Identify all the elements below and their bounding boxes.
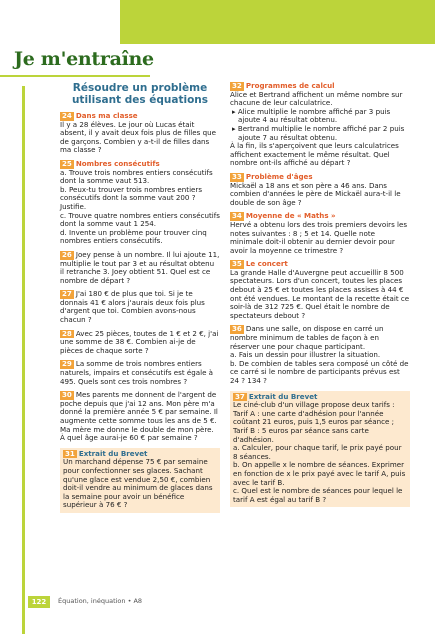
exercise-part-a: a. Calculer, pour chaque tarif, le prix payé pour 8 séances. [233, 443, 402, 461]
exercise-33 [230, 173, 410, 207]
exercise-heading: Extrait du Brevet [248, 391, 318, 401]
bullet-text: Bertrand multiplie le nombre affiché par 2 puis ajoute 7 au résultat obtenu. [237, 123, 405, 142]
exercise-text: La somme de trois nombres entiers naturels, impairs et consécutifs est égale à 495. Quels sont ces trois nombres ? [60, 359, 214, 386]
exercise-part-d: d. Invente un problème pour trouver cinq nombres entiers consécutifs. [60, 227, 207, 246]
exercise-part-a: a. Fais un dessin pour illustrer la situation. [230, 350, 381, 360]
top-band [0, 0, 435, 46]
exercise-number: 33 [232, 171, 242, 181]
exercise-number: 37 [235, 391, 245, 401]
exercise-text: Hervé a obtenu lors des trois premiers devoirs les notes suivantes : 8 ; 5 et 14. Quelle note minimale doit-il obtenir au dernier devoir pour avoir la moyenne ce trimestre ? [230, 219, 408, 255]
exercise-heading: Moyenne de « Maths » [245, 211, 336, 221]
exercise-heading: Le concert [245, 259, 288, 269]
margin-accent-bar [22, 86, 25, 634]
exercise-36 [230, 325, 410, 385]
footer-text: Équation, inéquation • A8 [58, 597, 143, 605]
exercise-24 [60, 112, 220, 155]
exercise-26 [60, 251, 220, 285]
section-title: Résoudre un problème utilisant des équations [71, 82, 209, 106]
exercise-heading: Programmes de calcul [245, 81, 335, 90]
left-margin [0, 46, 24, 619]
exercise-30 [60, 391, 220, 443]
exercise-32 [230, 82, 410, 168]
page-footer [0, 596, 435, 619]
top-accent-band [120, 0, 435, 44]
exercise-28 [60, 330, 220, 356]
exercise-34 [230, 212, 410, 255]
exercise-number: 30 [62, 390, 72, 400]
exercise-heading: Extrait du Brevet [78, 448, 148, 458]
exercise-outro: À la fin, ils s'aperçoivent que leurs calculatrices affichent exactement le même résultat. Quel nombre ont-ils affiché au départ ? [230, 141, 399, 168]
title-underline [0, 75, 150, 77]
exercise-number: 28 [62, 328, 72, 338]
exercise-number: 31 [65, 448, 75, 458]
exercise-heading: Dans ma classe [75, 111, 138, 120]
exercise-text: La grande Halle d'Auvergne peut accueillir 8 500 spectateurs. Lors d'un concert, toutes les places debout à 25 € et toutes les places assises à 44 € ont été vendues. Le montant de la recette était ce soir-là de 312 725 €. Quel était le nombre de spectateurs debout ? [230, 267, 410, 320]
exercise-number: 25 [62, 158, 72, 168]
exercise-text: J'ai 180 € de plus que toi. Si je te donnais 41 € alors j'aurais deux fois plus d'argent que toi. Combien avons-nous chacun ? [60, 289, 205, 325]
exercise-part-b: b. On appelle x le nombre de séances. Exprimer en fonction de x le prix payé avec le tarif A, puis avec le tarif B. [233, 460, 406, 487]
exercise-text: Un marchand dépense 75 € par semaine pour confectionner ses glaces. Sachant qu'une glace est vendue 2,50 €, combien doit-il vendre au minimum de glaces dans la semaine pour avoir un bénéfice supérieur à 76 € ? [63, 457, 213, 510]
exercise-part-c: c. Quel est le nombre de séances pour lequel le tarif A est égal au tarif B ? [233, 486, 403, 504]
exercise-37 [230, 391, 410, 508]
exercise-number: 27 [62, 289, 72, 299]
exercise-number: 29 [62, 359, 72, 369]
exercise-intro: Le ciné-club d'un village propose deux tarifs : Tarif A : une carte d'adhésion pour l'année coûtant 21 euros, puis 1,5 euros par séance ; Tarif B : 5 euros par séance sans carte d'adhésion. [233, 400, 395, 444]
exercise-bullet: ▸ Alice multiplie le nombre affiché par 3 puis ajoute 4 au résultat obtenu. [232, 106, 391, 125]
page-number: 122 [28, 596, 50, 608]
bullet-text: Alice multiplie le nombre affiché par 3 puis ajoute 4 au résultat obtenu. [237, 106, 391, 125]
exercise-29 [60, 360, 220, 386]
exercise-27 [60, 290, 220, 324]
exercise-text: Avec 25 pièces, toutes de 1 € et 2 €, j'ai une somme de 38 €. Combien ai-je de pièces de chaque sorte ? [60, 328, 219, 355]
exercise-part-a: a. Trouve trois nombres entiers consécutifs dont la somme vaut 513. [60, 167, 213, 186]
exercise-number: 24 [62, 111, 72, 120]
exercise-text: Joey pense à un nombre. Il lui ajoute 11, multiplie le tout par 3 et au résultat obtenu il retranche 3. Joey obtient 51. Quel est ce nombre de départ ? [60, 249, 220, 285]
exercise-heading: Nombres consécutifs [75, 158, 160, 168]
exercise-intro: Alice et Bertrand affichent un même nombre sur chacune de leur calculatrice. [230, 89, 403, 108]
exercise-part-b: b. De combien de tables sera composé un côté de ce carré si le nombre de participants prévus est 24 ? 134 ? [230, 358, 409, 385]
exercise-31 [60, 448, 220, 513]
exercise-number: 36 [232, 324, 242, 334]
exercise-part-c: c. Trouve quatre nombres entiers consécutifs dont la somme vaut 1 254. [60, 210, 220, 229]
exercise-35 [230, 260, 410, 320]
page-title: Je m'entraîne [14, 48, 154, 70]
exercise-text: Il y a 28 élèves. Le jour où Lucas était absent, il y avait deux fois plus de filles que de garçons. Combien y a-t-il de filles dans ma classe ? [60, 119, 216, 155]
exercise-text: Mes parents me donnent de l'argent de poche depuis que j'ai 12 ans. Mon père m'a donné la première année 5 € par semaine. Il augmente cette somme tous les ans de 5 €. Ma mère me donne le double de mon père. À quel âge aurai-je 60 € par semaine ? [60, 390, 218, 443]
right-column [230, 82, 410, 512]
exercise-text: Mickaël a 18 ans et son père a 46 ans. Dans combien d'années le père de Mickaël aura-t-il le double de son âge ? [230, 180, 401, 207]
exercise-25 [60, 160, 220, 246]
exercise-bullet: ▸ Bertrand multiplie le nombre affiché par 2 puis ajoute 7 au résultat obtenu. [232, 123, 405, 142]
exercise-part-b: b. Peux-tu trouver trois nombres entiers consécutifs dont la somme vaut 200 ? Justifie. [60, 184, 203, 211]
left-column [60, 82, 220, 518]
exercise-heading: Problème d'âges [245, 171, 313, 181]
exercise-number: 26 [62, 249, 72, 259]
exercise-number: 32 [232, 81, 242, 90]
exercise-intro: Dans une salle, on dispose en carré un nombre minimum de tables de façon à en réserver une pour chaque participant. [230, 324, 384, 351]
exercise-number: 35 [232, 259, 242, 269]
exercise-number: 34 [232, 211, 242, 221]
